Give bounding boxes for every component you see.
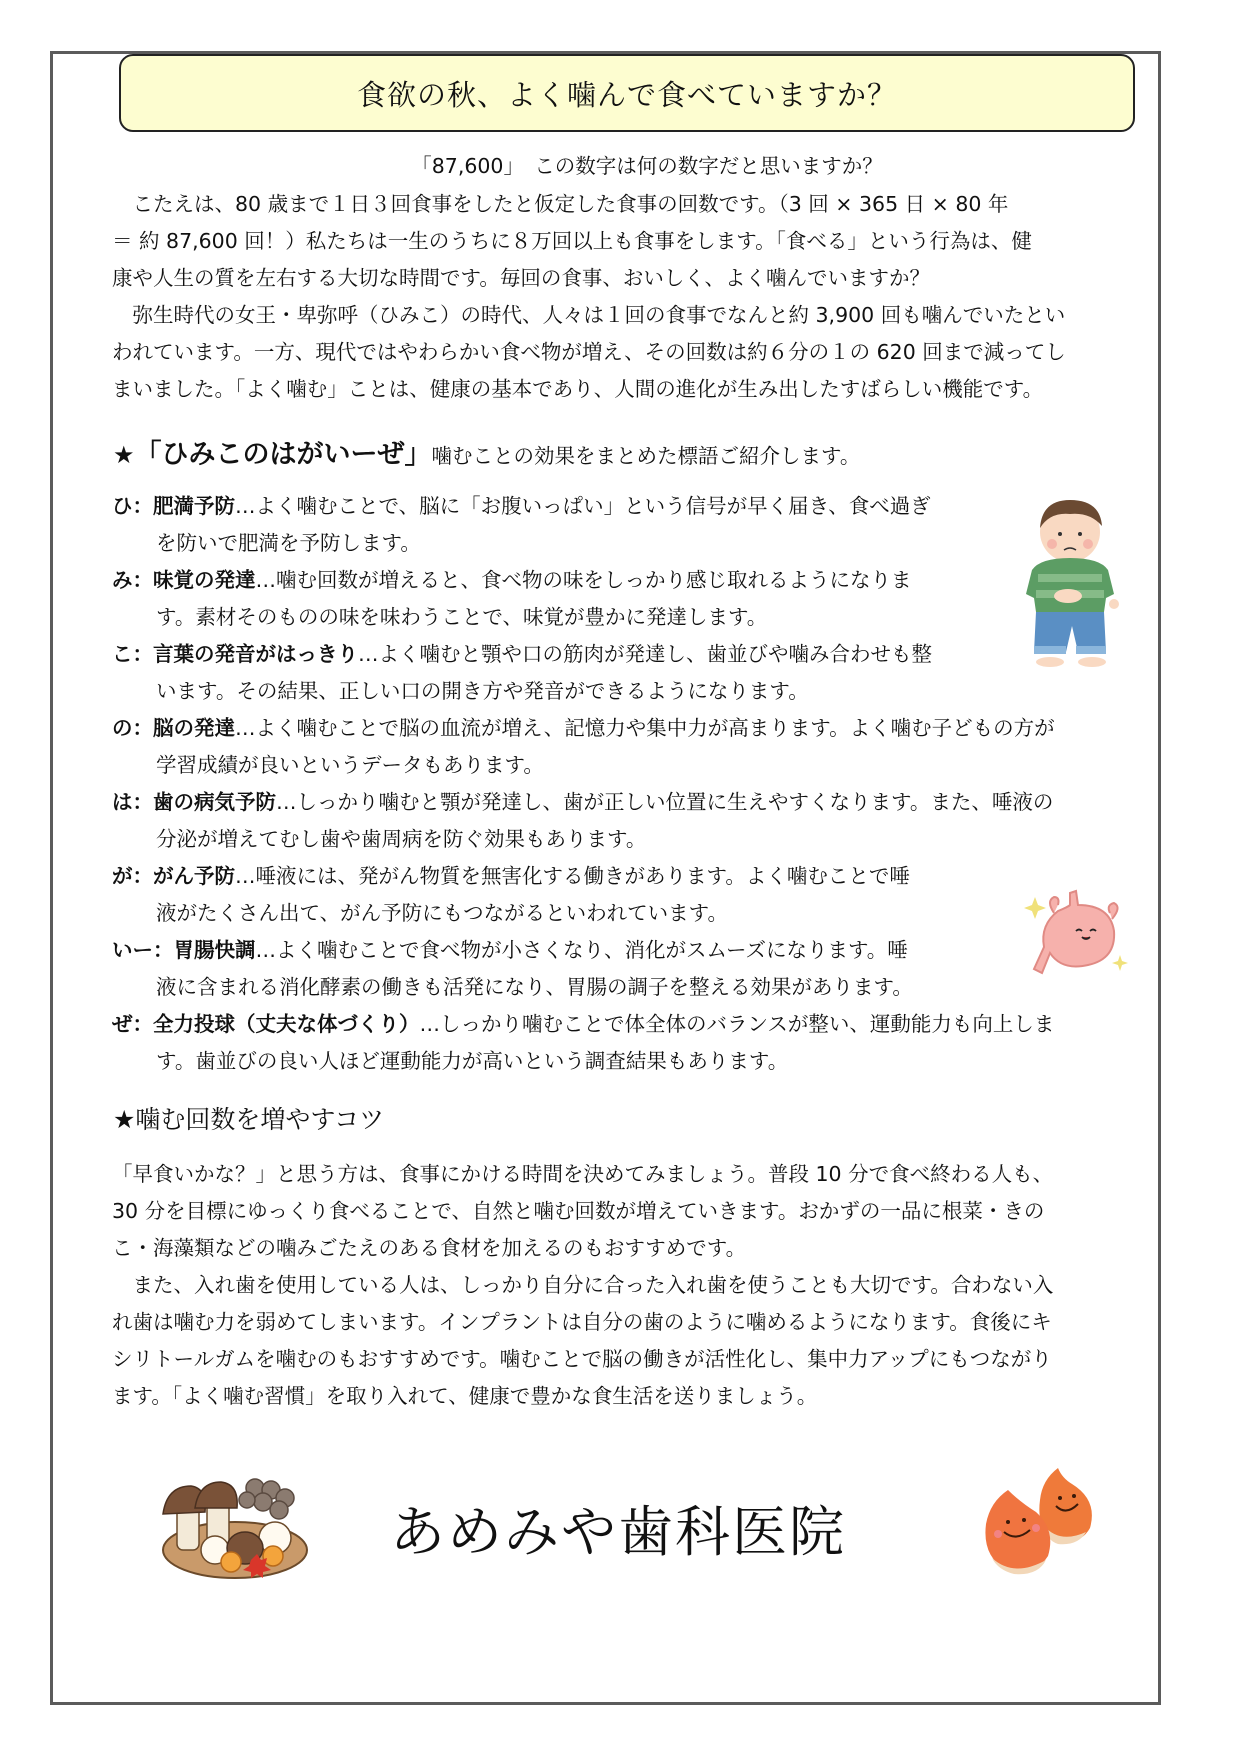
overweight-boy-illustration [1010,490,1130,670]
heading-slogan: 「ひみこのはがいーぜ」 [134,439,432,470]
list-item [112,858,910,932]
item-desc-cont: を防いで肥満を予防します。 [156,531,421,555]
tips-line: ます。「よく噛む習慣」を取り入れて、健康で豊かな食生活を送りましょう。 [112,1384,818,1408]
tips-line: れ歯は噛む力を弱めてしまいます。インプラントは自分の歯のように噛めるようになります。食後にキ [112,1310,1052,1334]
list-item [112,1006,1054,1080]
item-term: 肥満予防 [153,494,235,518]
tips-line: こ・海藻類などの噛みごたえのある食材を加えるのもおすすめです。 [112,1236,747,1260]
item-key: ひ： [112,494,153,518]
item-term: 言葉の発音がはっきり [153,642,358,666]
item-term: がん予防 [153,864,235,888]
intro-line: われています。一方、現代ではやわらかい食べ物が増え、その回数は約６分の１の 620 回まで減ってし [112,340,1066,364]
chestnuts-illustration [960,1460,1100,1580]
tips-line: 「早食いかな？」と思う方は、食事にかける時間を決めてみましょう。普段 10 分で食べ終わる人も、 [112,1162,1054,1186]
intro-line: ＝ 約 87,600 回！）私たちは一生のうちに８万回以上も食事をします。「食べる」という行為は、健 [112,229,1032,253]
item-key: こ： [112,642,153,666]
title-banner [119,54,1135,132]
item-desc: …よく噛むことで食べ物が小さくなり、消化がスムーズになります。唾 [255,938,908,962]
mushroom-basket-illustration [155,1468,315,1583]
tips-line: また、入れ歯を使用している人は、しっかり自分に合った入れ歯を使うことも大切です。合わない入 [112,1273,1054,1297]
item-key: ぜ： [112,1012,153,1036]
item-key: が： [112,864,153,888]
list-item [112,710,1055,784]
star-icon: ★ [113,441,135,469]
item-key: は： [112,790,153,814]
item-key: いー： [112,938,174,962]
item-desc: …しっかり噛むことで体全体のバランスが整い、運動能力も向上しま [419,1012,1055,1036]
item-desc-cont: す。歯並びの良い人ほど運動能力が高いという調査結果もあります。 [156,1049,789,1073]
intro-line: 康や人生の質を左右する大切な時間です。毎回の食事、おいしく、よく噛んでいますか？ [112,266,930,290]
intro-question: 「87,600」 この数字は何の数字だと思いますか？ [411,154,883,178]
list-item [112,784,1053,858]
heading-subtitle: 噛むことの効果をまとめた標語ご紹介します。 [431,444,861,468]
item-desc-cont: 分泌が増えてむし歯や歯周病を防ぐ効果もあります。 [156,827,647,851]
item-desc-cont: 液に含まれる消化酵素の働きも活発になり、胃腸の調子を整える効果があります。 [156,975,913,999]
item-desc: …よく噛むことで脳の血流が増え、記憶力や集中力が高まります。よく噛む子どもの方が [235,716,1055,740]
list-item [112,488,931,562]
item-term: 全力投球（丈夫な体づくり） [153,1012,420,1036]
section-heading-himiko [113,432,860,471]
item-term: 胃腸快調 [173,938,256,962]
list-item [112,636,932,710]
happy-stomach-illustration [1010,875,1140,985]
tips-line: 30 分を目標にゆっくり食べることで、自然と噛む回数が増えていきます。おかずの一品に根菜・きの [112,1199,1045,1223]
item-desc: …噛む回数が増えると、食べ物の味をしっかり感じ取れるようになりま [255,568,912,592]
page-title: 食欲の秋、よく噛んで食べていますか？ [356,77,897,112]
tips-line: シリトールガムを噛むのもおすすめです。噛むことで脳の働きが活性化し、集中力アップにもつながり [112,1347,1052,1371]
clinic-name: あめみや歯科医院 [390,1500,847,1564]
item-term: 味覚の発達 [153,568,256,592]
section-heading-tips: ★噛む回数を増やすコツ [113,1105,385,1134]
list-item [112,562,912,636]
item-desc-cont: 学習成績が良いというデータもあります。 [156,753,544,777]
item-desc: …しっかり噛むと顎が発達し、歯が正しい位置に生えやすくなります。また、唾液の [276,790,1054,814]
item-desc: …唾液には、発がん物質を無害化する働きがあります。よく噛むことで唾 [235,864,910,888]
intro-line: まいました。「よく噛む」ことは、健康の基本であり、人間の進化が生み出したすばらしい機能です。 [112,377,1044,401]
intro-line: 弥生時代の女王・卑弥呼（ひみこ）の時代、人々は１回の食事でなんと約 3,900 回も噛んでいたとい [112,303,1066,327]
item-desc: …よく噛むことで、脳に「お腹いっぱい」という信号が早く届き、食べ過ぎ [235,494,931,518]
item-key: の： [112,716,153,740]
item-key: み： [112,568,153,592]
item-desc-cont: 液がたくさん出て、がん予防にもつながるといわれています。 [156,901,728,925]
intro-line: こたえは、80 歳まで１日３回食事をしたと仮定した食事の回数です。（3 回 × 365 日 × 80 年 [112,192,1009,216]
item-term: 脳の発達 [153,716,235,740]
list-item [112,932,913,1006]
item-desc-cont: す。素材そのものの味を味わうことで、味覚が豊かに発達します。 [156,605,768,629]
item-desc-cont: います。その結果、正しい口の開き方や発音ができるようになります。 [156,679,809,703]
item-desc: …よく噛むと顎や口の筋肉が発達し、歯並びや噛み合わせも整 [358,642,932,666]
item-term: 歯の病気予防 [153,790,276,814]
